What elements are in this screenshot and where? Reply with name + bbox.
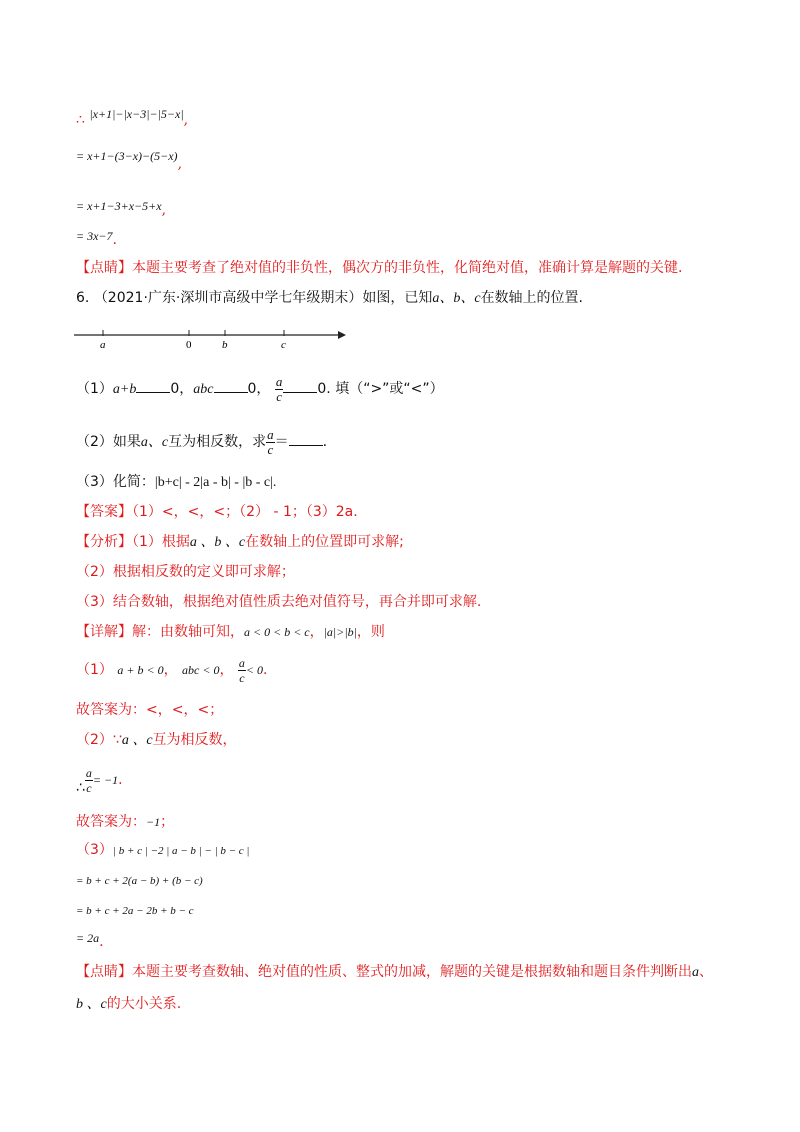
- answer-line: [76, 502, 358, 522]
- question-number: 6.: [76, 290, 90, 306]
- step-line-2: [76, 146, 183, 172]
- part-label: （1）: [76, 381, 113, 397]
- point-text: 本题主要考查数轴、绝对值的性质、整式的加减，解题的关键是根据数轴和题目条件判断出: [132, 964, 692, 980]
- expression: = x+1−3+x−5+x: [76, 199, 162, 213]
- period: .: [112, 232, 117, 248]
- vars: a 、b 、c: [189, 535, 246, 550]
- point-label: 【点睛】: [76, 964, 132, 980]
- answer-text: 故答案为：: [76, 814, 146, 830]
- step-line-3: [76, 196, 166, 216]
- number-line: [70, 326, 350, 350]
- comma: ，: [163, 662, 178, 678]
- fraction-a-over-c: [238, 656, 246, 685]
- denominator: c: [86, 780, 92, 795]
- answer-blank: [214, 380, 248, 393]
- expr: a + b < 0: [117, 663, 164, 677]
- numerator: a: [267, 426, 274, 442]
- comma: ,: [177, 156, 183, 172]
- stem-text: 如图，已知: [362, 290, 433, 306]
- detail-step-1: [76, 652, 267, 688]
- detail-intro: [76, 622, 385, 642]
- stem-text-end: 在数轴上的位置.: [480, 290, 584, 306]
- label-0: 0: [186, 339, 192, 350]
- step-3-line-4: [76, 928, 104, 948]
- point-text: 的大小关系.: [106, 996, 182, 1012]
- part-1: [76, 372, 444, 406]
- part-text: （3）化简：: [76, 474, 155, 490]
- answer-1: 故答案为：<，<，<；: [76, 702, 224, 718]
- vars: a、c: [140, 435, 169, 450]
- expression: = 3x−7: [76, 229, 113, 243]
- detail-label: 【详解】: [76, 624, 132, 640]
- fraction-a-over-c: [275, 375, 284, 404]
- answer-label: 【答案】: [76, 504, 132, 520]
- answer-value: −1: [146, 815, 161, 829]
- analysis-line-3: （3）结合数轴，根据绝对值性质去绝对值符号，再合并即可求解.: [76, 594, 482, 610]
- final-point-line-2: [76, 994, 181, 1015]
- period: .: [99, 934, 104, 950]
- expr: abc < 0: [182, 663, 220, 677]
- therefore-symbol: ∴: [76, 780, 85, 796]
- step-3-line-2: [76, 870, 203, 891]
- period: .: [322, 434, 328, 450]
- answer-2: [76, 812, 174, 832]
- comma: ，: [219, 662, 234, 678]
- point-label: 【点睛】: [76, 260, 132, 276]
- comma: ，: [309, 624, 324, 640]
- step-3-line-3: [76, 900, 194, 921]
- separator: 、: [699, 964, 713, 980]
- stem-vars: a、b、c: [432, 291, 481, 306]
- answer-blank: [289, 433, 323, 446]
- step-line-4: [76, 226, 117, 246]
- detail-text: 解：由数轴可知，: [132, 624, 244, 640]
- detail-step-2-result: [76, 762, 123, 798]
- zero-text: 0. 填（“>”或“<”）: [317, 381, 444, 397]
- therefore-symbol: ∴: [76, 112, 85, 128]
- answer-blank: [283, 380, 317, 393]
- fraction-a-over-c: [85, 766, 93, 795]
- expr-abc: abc: [193, 382, 214, 397]
- step-label: （1）: [76, 662, 113, 678]
- denominator: c: [267, 441, 274, 457]
- semicolon: ；: [160, 814, 175, 830]
- abs-compare: |a|>|b|: [323, 625, 357, 639]
- part-text: （2）如果: [76, 434, 141, 450]
- analysis-line-1: [76, 532, 404, 553]
- fraction-a-over-c: [266, 428, 275, 457]
- numerator: a: [275, 373, 283, 389]
- expr-a-plus-b: a+b: [112, 382, 137, 397]
- vars: b 、c: [76, 997, 107, 1012]
- vars: a 、c: [121, 733, 153, 748]
- step-label: （3）: [76, 842, 113, 858]
- comma: ,: [161, 202, 167, 218]
- analysis-text: 在数轴上的位置即可求解;: [245, 534, 404, 550]
- step-line-1: [76, 104, 188, 130]
- answer-blank: [136, 380, 170, 393]
- expression: = b + c + 2a − 2b + b − c: [76, 905, 194, 917]
- equals: ＝: [274, 434, 289, 450]
- expression: |b+c| - 2|a - b| - |b - c|.: [154, 475, 277, 490]
- arrow-head: [338, 331, 346, 339]
- abs-expression: |x+1|−|x−3|−|5−x|: [89, 107, 184, 121]
- final-point-line-1: [76, 962, 713, 983]
- detail-step-2: [76, 730, 237, 751]
- part-3: [76, 472, 276, 493]
- label-a: a: [100, 339, 106, 350]
- comma: ,: [183, 112, 189, 128]
- expression: = x+1−(3−x)−(5−x): [76, 149, 178, 163]
- question-source: （2021·广东·深圳市高级中学七年级期末）: [93, 290, 363, 306]
- analysis-line-2: （2）根据相反数的定义即可求解；: [76, 564, 295, 580]
- point-note: [76, 258, 682, 278]
- numerator: a: [85, 765, 92, 780]
- denominator: c: [276, 388, 283, 404]
- step-label: （2）∵: [76, 732, 122, 748]
- period: .: [118, 772, 123, 788]
- period: .: [263, 662, 268, 678]
- zero-text: 0，: [170, 381, 194, 397]
- equals-neg-one: = −1: [92, 773, 119, 787]
- part-text: 互为相反数，求: [168, 434, 267, 450]
- zero-text: 0，: [247, 381, 271, 397]
- inequality: a < 0 < b < c: [244, 625, 310, 639]
- question-6-stem: [76, 288, 583, 309]
- detail-step-3: [76, 840, 249, 861]
- expression: = b + c + 2(a − b) + (b − c): [76, 875, 203, 887]
- expr: < 0: [245, 663, 264, 677]
- analysis-label: 【分析】: [76, 534, 132, 550]
- answer-text: （1）<，<，<；（2） - 1；（3）2a.: [132, 504, 358, 520]
- numerator: a: [238, 655, 245, 670]
- step-text: 互为相反数，: [152, 732, 237, 748]
- denominator: c: [239, 670, 245, 685]
- expression: | b + c | −2 | a − b | − | b − c |: [112, 845, 250, 857]
- analysis-text: （1）根据: [132, 534, 190, 550]
- point-text: 本题主要考查了绝对值的非负性，偶次方的非负性，化简绝对值，准确计算是解题的关键.: [132, 260, 683, 276]
- label-b: b: [222, 339, 228, 350]
- var-a: a: [692, 965, 699, 980]
- label-c: c: [281, 339, 286, 350]
- detail-text: ，则: [356, 624, 385, 640]
- part-2: [76, 424, 327, 460]
- expression: = 2a: [76, 931, 100, 945]
